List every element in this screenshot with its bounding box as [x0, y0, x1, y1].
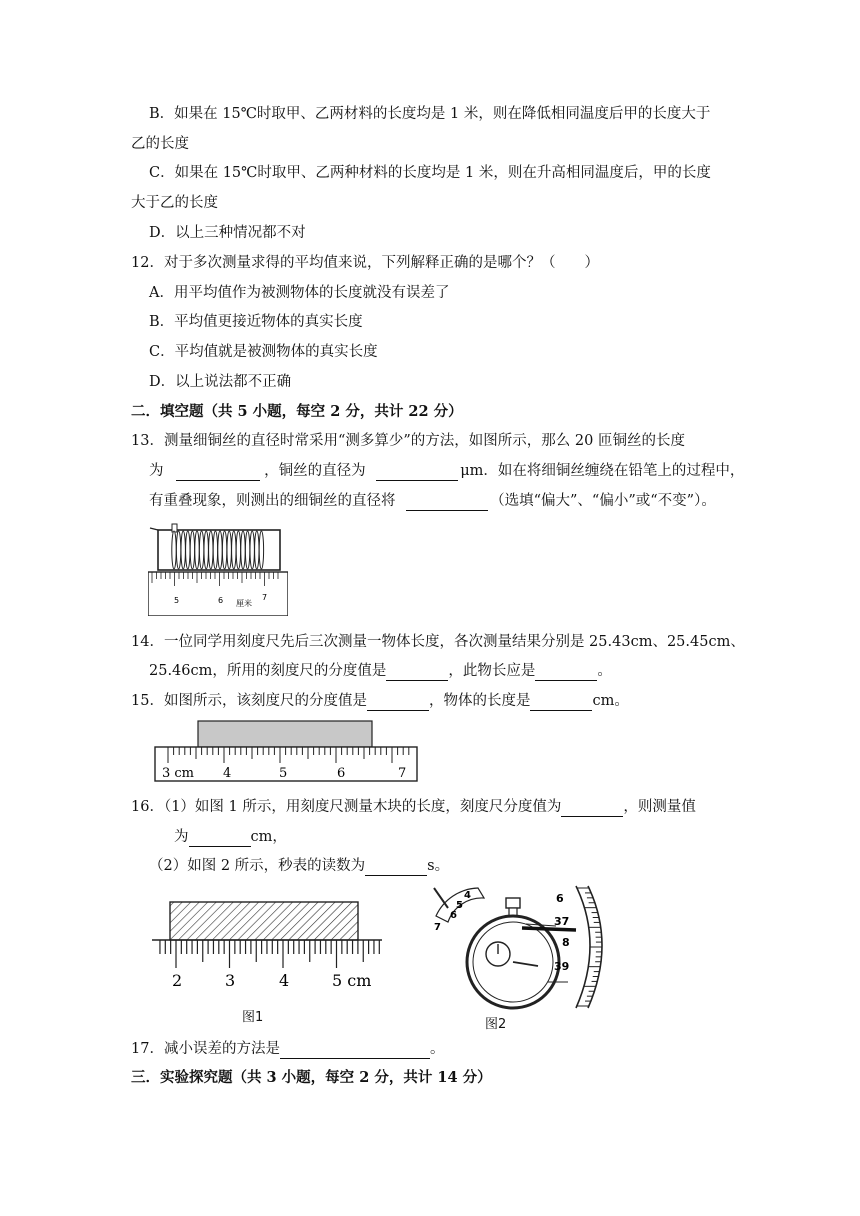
q12-option-d: D．以上说法都不正确: [149, 374, 292, 390]
q13-line2: [149, 461, 744, 481]
q17-text-b: 。: [429, 1041, 445, 1057]
q17-text-a: 17．减小误差的方法是: [131, 1041, 280, 1057]
sec-label-6: 6: [556, 892, 564, 905]
q16-text-d: cm，: [250, 829, 287, 845]
q17-blank-method[interactable]: [280, 1042, 430, 1059]
q12-stem: 12．对于多次测量求得的平均值来说，下列解释正确的是哪个？（ ）: [131, 255, 599, 271]
section-heading-experiment: 三．实验探究题（共 3 小题，每空 2 分，共计 14 分）: [131, 1069, 492, 1086]
crown: [506, 898, 520, 908]
q13-text-d: 有重叠现象，则测出的细铜丝的直径将: [149, 493, 396, 509]
fig1-caption: 图1: [242, 1010, 264, 1025]
q15-blank-length[interactable]: [530, 694, 592, 711]
q12-option-a: A．用平均值作为被测物体的长度就没有误差了: [149, 285, 450, 301]
q16-text-f: s。: [427, 858, 450, 874]
q13-blank-length[interactable]: [176, 464, 260, 481]
q17-line: [131, 1039, 444, 1059]
q16-text-e: （2）如图 2 所示，秒表的读数为: [149, 858, 366, 874]
q15-ruler-figure: [154, 720, 418, 784]
q13-ruler-label-7: 7: [262, 593, 268, 602]
q15-ruler-label-7: 7: [398, 766, 407, 781]
min-label-5: 5: [456, 900, 463, 911]
wooden-block: [170, 902, 358, 940]
q16-figure1-block-ruler: [152, 898, 382, 998]
q15-text-c: cm。: [592, 693, 629, 709]
q11-option-b-line1: B．如果在 15℃时取甲、乙两材料的长度均是 1 米，则在降低相同温度后甲的长度大于: [149, 106, 711, 122]
q14-text-c: 。: [597, 663, 612, 679]
q13-line3: [149, 491, 716, 511]
q13-text-c: μm．如在将细铜丝缠绕在铅笔上的过程中，: [460, 463, 745, 479]
q16-ruler-ticks: [160, 940, 379, 968]
q13-text-a: 为: [149, 463, 164, 479]
q16-text-b: ，则测量值: [623, 799, 696, 815]
q16-line3: [149, 856, 449, 876]
q15-blank-division[interactable]: [367, 694, 429, 711]
q15-ruler-label-4: 4: [223, 766, 232, 781]
q16-blank-stopwatch[interactable]: [365, 859, 427, 876]
q13-ruler-label-5: 5: [174, 596, 180, 605]
q16-line2: [174, 827, 287, 847]
q14-text-a: 25.46cm，所用的刻度尺的分度值是: [149, 663, 387, 679]
q14-blank-division[interactable]: [386, 664, 448, 681]
q11-option-d: D．以上三种情况都不对: [149, 225, 306, 241]
q14-line2: [149, 661, 612, 681]
q13-text-b: ，铜丝的直径为: [264, 463, 366, 479]
q16-line1: [131, 797, 696, 817]
q13-ruler-unit: 厘米: [236, 599, 252, 608]
q11-option-b-line2: 乙的长度: [131, 136, 189, 152]
section-heading-fill-in: 二．填空题（共 5 小题，每空 2 分，共计 22 分）: [131, 403, 463, 420]
q15-text-a: 15．如图所示，该刻度尺的分度值是: [131, 693, 367, 709]
measured-object: [198, 721, 372, 747]
q15-ruler-label-3cm: 3 cm: [162, 766, 195, 781]
min-label-7: 7: [434, 922, 441, 933]
q14-line1: 14．一位同学用刻度尺先后三次测量一物体长度，各次测量结果分别是 25.43cm、25.45cm、: [131, 634, 745, 650]
q16-text-c: 为: [174, 829, 189, 845]
q14-blank-length[interactable]: [535, 664, 597, 681]
minute-hand: [434, 888, 448, 908]
q15-ruler-label-5: 5: [279, 766, 288, 781]
q13-ruler-label-6: 6: [218, 596, 224, 605]
q15-line: [131, 691, 629, 711]
fig1-label-2: 2: [172, 971, 183, 990]
q16-figure2-stopwatch: [426, 884, 606, 1014]
sec-label-39: 39: [554, 960, 570, 973]
fig1-label-3: 3: [225, 971, 236, 990]
min-label-4: 4: [464, 890, 471, 901]
q13-line1: 13．测量细铜丝的直径时常采用“测多算少”的方法，如图所示，那么 20 匝铜丝的长度: [131, 433, 685, 449]
q12-option-b: B．平均值更接近物体的真实长度: [149, 314, 363, 330]
min-label-6: 6: [450, 910, 457, 921]
q13-blank-diameter[interactable]: [376, 464, 458, 481]
q14-text-b: ，此物长应是: [448, 663, 536, 679]
sec-label-37: 37: [554, 915, 570, 928]
q11-option-c-line1: C．如果在 15℃时取甲、乙两种材料的长度均是 1 米，则在升高相同温度后，甲的长度: [149, 165, 711, 181]
q15-ruler-label-6: 6: [337, 766, 346, 781]
q13-coil-ruler-figure: [148, 520, 288, 616]
second-scale-zoom: [576, 886, 590, 1008]
fig2-caption: 图2: [485, 1017, 507, 1032]
sec-label-8: 8: [562, 936, 570, 949]
q16-blank-division[interactable]: [561, 800, 623, 817]
q13-blank-effect[interactable]: [406, 494, 488, 511]
q16-blank-length[interactable]: [189, 830, 251, 847]
q12-option-c: C．平均值就是被测物体的真实长度: [149, 344, 378, 360]
q11-option-c-line2: 大于乙的长度: [131, 195, 218, 211]
q15-text-b: ，物体的长度是: [428, 693, 531, 709]
fig1-label-5cm: 5 cm: [332, 971, 372, 990]
fig1-label-4: 4: [279, 971, 290, 990]
q16-text-a: 16．（1）如图 1 所示，用刻度尺测量木块的长度，刻度尺分度值为: [131, 799, 562, 815]
second-pointer-zoom: [522, 928, 576, 930]
q13-text-e: （选填“偏大”、“偏小”或“不变”）。: [490, 493, 716, 509]
